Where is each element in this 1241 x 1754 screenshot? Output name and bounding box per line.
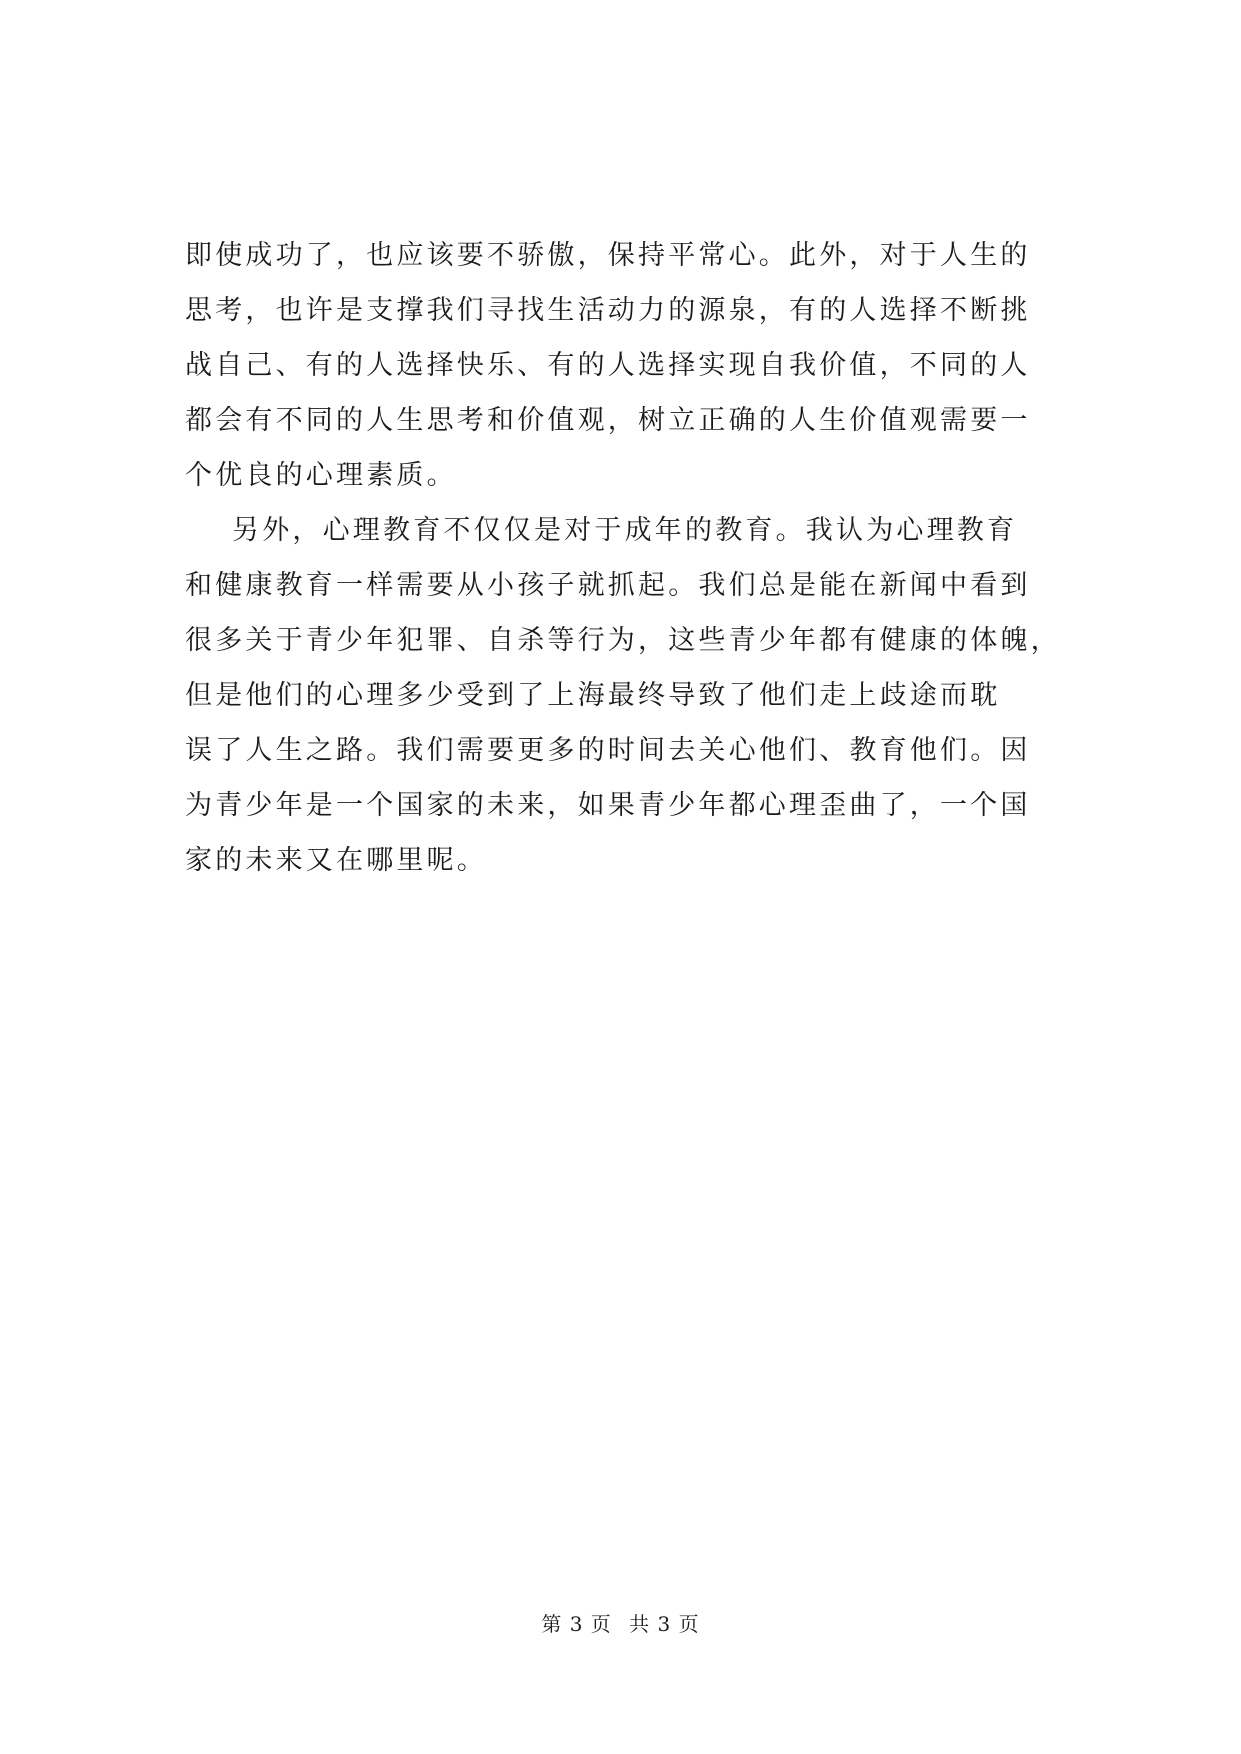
page-number: 第 3 页 [541,1612,612,1636]
paragraph-2 [185,503,1075,888]
text-line: 另外，心理教育不仅仅是对于成年的教育。我认为心理教育 [232,515,1018,546]
text-line: 战自己、有的人选择快乐、有的人选择实现自我价值，不同的人 [185,350,1031,381]
text-line: 但是他们的心理多少受到了上海最终导致了他们走上歧途而耽 [185,680,1001,711]
text-line: 个优良的心理素质。 [185,460,457,491]
page-footer [0,1608,1241,1637]
text-line: 思考，也许是支撑我们寻找生活动力的源泉，有的人选择不断挑 [185,295,1031,326]
text-line: 都会有不同的人生思考和价值观，树立正确的人生价值观需要一 [185,405,1031,436]
document-body [185,228,1075,888]
text-line: 为青少年是一个国家的未来，如果青少年都心理歪曲了，一个国 [185,790,1031,821]
text-line: 误了人生之路。我们需要更多的时间去关心他们、教育他们。因 [185,735,1031,766]
text-line: 和健康教育一样需要从小孩子就抓起。我们总是能在新闻中看到 [185,570,1031,601]
text-line: 即使成功了，也应该要不骄傲，保持平常心。此外，对于人生的 [185,240,1031,271]
page-total: 共 3 页 [629,1612,700,1636]
text-line: 很多关于青少年犯罪、自杀等行为，这些青少年都有健康的体魄， [185,625,1061,656]
paragraph-1 [185,228,1075,503]
text-line: 家的未来又在哪里呢。 [185,845,487,876]
